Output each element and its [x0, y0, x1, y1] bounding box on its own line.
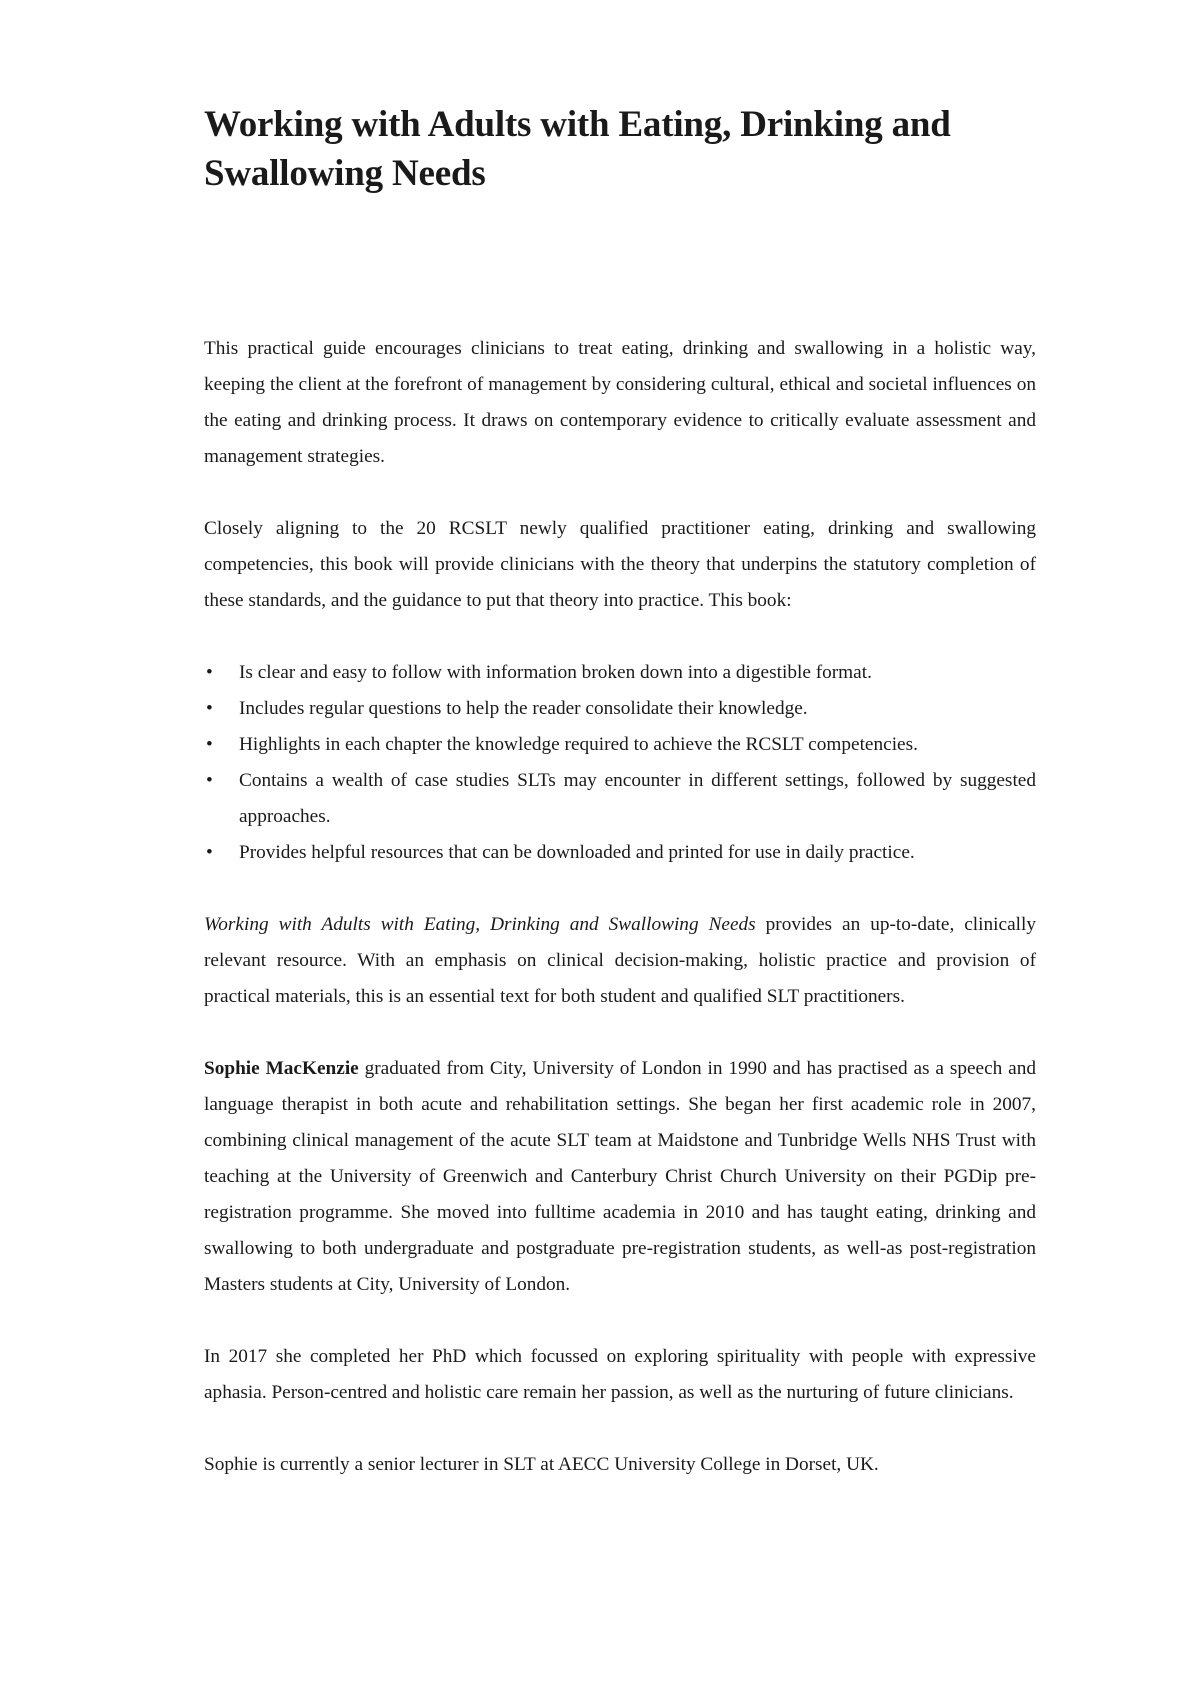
author-name: Sophie MacKenzie	[204, 1058, 359, 1079]
bullet-icon: •	[206, 662, 213, 683]
bullet-icon: •	[206, 734, 213, 755]
intro-paragraph: This practical guide encourages clinicians to treat eating, drinking and swallowing in a holistic way, keeping the client at the forefront of management by considering cultural, ethical and societal influences on the eating and drinking process. It draws on contemporary evidence to critically evaluate assessment and management strategies.	[204, 338, 1036, 467]
list-item	[204, 691, 1036, 727]
list-item-text: Includes regular questions to help the reader consolidate their knowledge.	[239, 698, 808, 719]
competencies-paragraph: Closely aligning to the 20 RCSLT newly qualified practitioner eating, drinking and swallowing competencies, this book will provide clinicians with the theory that underpins the statutory completion of these standards, and the guidance to put that theory into practice. This book:	[204, 518, 1036, 611]
list-item	[204, 727, 1036, 763]
summary-paragraph	[204, 907, 1036, 1015]
feature-list	[204, 655, 1036, 871]
list-item-text: Contains a wealth of case studies SLTs may encounter in different settings, followed by suggested approaches.	[239, 770, 1036, 827]
bullet-icon: •	[206, 698, 213, 719]
list-item	[204, 835, 1036, 871]
bullet-icon: •	[206, 770, 213, 791]
body-text	[204, 331, 1036, 1519]
phd-paragraph: In 2017 she completed her PhD which focussed on exploring spirituality with people with expressive aphasia. Person-centred and holistic care remain her passion, as well as the nurturing of future clinicians.	[204, 1346, 1036, 1403]
summary-text: provides an up-to-date, clinically relevant resource. With an emphasis on clinical decision-making, holistic practice and provision of practical materials, this is an essential text for both student and qualified SLT practitioners.	[204, 914, 1036, 1007]
list-item	[204, 655, 1036, 691]
bullet-icon: •	[206, 842, 213, 863]
book-title-italic: Working with Adults with Eating, Drinking and Swallowing Needs	[204, 914, 756, 935]
current-role-paragraph: Sophie is currently a senior lecturer in SLT at AECC University College in Dorset, UK.	[204, 1454, 879, 1475]
author-paragraph	[204, 1051, 1036, 1303]
list-item-text: Provides helpful resources that can be downloaded and printed for use in daily practice.	[239, 842, 915, 863]
author-bio: graduated from City, University of London in 1990 and has practised as a speech and language therapist in both acute and rehabilitation settings. She began her first academic role in 2007, combining clinical management of the acute SLT team at Maidstone and Tunbridge Wells NHS Trust with teaching at the University of Greenwich and Canterbury Christ Church University on their PGDip pre-registration programme. She moved into fulltime academia in 2010 and has taught eating, drinking and swallowing to both undergraduate and postgraduate pre-registration students, as well-as post-registration Masters students at City, University of London.	[204, 1058, 1036, 1295]
list-item-text: Is clear and easy to follow with information broken down into a digestible format.	[239, 662, 872, 683]
page-title: Working with Adults with Eating, Drinking and Swallowing Needs	[204, 104, 951, 194]
list-item-text: Highlights in each chapter the knowledge required to achieve the RCSLT competencies.	[239, 734, 918, 755]
list-item	[204, 763, 1036, 835]
